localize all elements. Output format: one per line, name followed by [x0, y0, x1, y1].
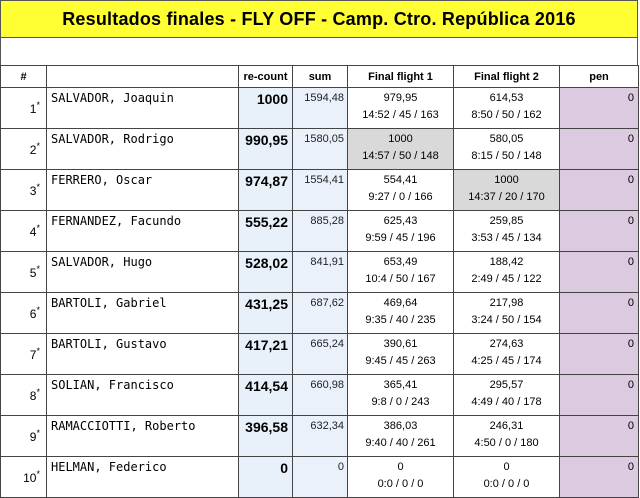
flight-1-cell	[348, 416, 454, 457]
flight-2-cell	[454, 334, 560, 375]
position-mark: *	[36, 469, 40, 479]
position-cell	[1, 457, 47, 498]
position-cell	[1, 170, 47, 211]
pilot-name: SOLIAN, Francisco	[47, 375, 239, 416]
flight-1-score: 469,64	[383, 297, 418, 309]
flight-2-detail: 2:49 / 45 / 122	[471, 273, 542, 285]
table-row	[1, 211, 639, 252]
flight-2-score: 217,98	[489, 297, 524, 309]
penalty-value: 0	[560, 170, 639, 211]
header-flight-2: Final flight 2	[454, 66, 560, 88]
table-row	[1, 293, 639, 334]
flight-2-cell	[454, 293, 560, 334]
flight-1-cell	[348, 457, 454, 498]
flight-1-score: 979,95	[383, 92, 418, 104]
sum-value: 632,34	[293, 416, 348, 457]
pilot-name: RAMACCIOTTI, Roberto	[47, 416, 239, 457]
flight-1-detail: 9:27 / 0 / 166	[368, 191, 433, 203]
header-name	[47, 66, 239, 88]
recount-value: 431,25	[239, 293, 293, 334]
table-row	[1, 416, 639, 457]
flight-1-detail: 14:57 / 50 / 148	[362, 150, 439, 162]
title-spacer	[0, 38, 638, 65]
position-number: 9	[29, 430, 37, 444]
flight-2-cell	[454, 252, 560, 293]
sum-value: 841,91	[293, 252, 348, 293]
position-number: 2	[29, 143, 37, 157]
position-mark: *	[36, 141, 40, 151]
position-cell	[1, 334, 47, 375]
flight-1-cell	[348, 334, 454, 375]
position-cell	[1, 252, 47, 293]
flight-2-detail: 4:50 / 0 / 180	[474, 437, 539, 449]
recount-value: 396,58	[239, 416, 293, 457]
header-sum: sum	[293, 66, 348, 88]
position-cell	[1, 293, 47, 334]
flight-2-score: 274,63	[489, 338, 524, 350]
position-number: 3	[29, 184, 37, 198]
position-cell	[1, 129, 47, 170]
penalty-value: 0	[560, 334, 639, 375]
recount-value: 974,87	[239, 170, 293, 211]
flight-2-score: 0	[503, 461, 510, 473]
penalty-value: 0	[560, 457, 639, 498]
position-mark: *	[36, 428, 40, 438]
flight-2-score: 1000	[494, 174, 519, 186]
penalty-value: 0	[560, 211, 639, 252]
position-number: 6	[29, 307, 37, 321]
table-row	[1, 252, 639, 293]
flight-2-score: 246,31	[489, 420, 524, 432]
flight-1-cell	[348, 375, 454, 416]
results-table	[0, 65, 639, 498]
table-row	[1, 129, 639, 170]
sum-value: 0	[293, 457, 348, 498]
flight-2-cell	[454, 211, 560, 252]
flight-2-score: 259,85	[489, 215, 524, 227]
header-flight-1: Final flight 1	[348, 66, 454, 88]
sum-value: 665,24	[293, 334, 348, 375]
position-number: 4	[29, 225, 37, 239]
position-cell	[1, 375, 47, 416]
penalty-value: 0	[560, 416, 639, 457]
position-mark: *	[36, 223, 40, 233]
header-pen: pen	[560, 66, 639, 88]
pilot-name: SALVADOR, Hugo	[47, 252, 239, 293]
penalty-value: 0	[560, 88, 639, 129]
position-number: 1	[29, 102, 37, 116]
table-row	[1, 375, 639, 416]
flight-2-cell	[454, 416, 560, 457]
penalty-value: 0	[560, 293, 639, 334]
sum-value: 1554,41	[293, 170, 348, 211]
pilot-name: BARTOLI, Gabriel	[47, 293, 239, 334]
sum-value: 687,62	[293, 293, 348, 334]
pilot-name: SALVADOR, Joaquin	[47, 88, 239, 129]
flight-2-detail: 0:0 / 0 / 0	[483, 478, 530, 490]
recount-value: 414,54	[239, 375, 293, 416]
pilot-name: FERNANDEZ, Facundo	[47, 211, 239, 252]
position-cell	[1, 211, 47, 252]
header-pos: #	[1, 66, 47, 88]
flight-1-detail: 9:35 / 40 / 235	[365, 314, 436, 326]
flight-1-score: 554,41	[383, 174, 418, 186]
header-recount: re-count	[239, 66, 293, 88]
flight-2-cell	[454, 88, 560, 129]
flight-2-detail: 14:37 / 20 / 170	[468, 191, 545, 203]
flight-2-cell	[454, 375, 560, 416]
title-bar	[0, 0, 638, 38]
flight-2-detail: 4:25 / 45 / 174	[471, 355, 542, 367]
header-row	[1, 66, 639, 88]
position-number: 7	[29, 348, 37, 362]
pilot-name: SALVADOR, Rodrigo	[47, 129, 239, 170]
position-mark: *	[36, 100, 40, 110]
pilot-name: HELMAN, Federico	[47, 457, 239, 498]
flight-1-score: 625,43	[383, 215, 418, 227]
sum-value: 1580,05	[293, 129, 348, 170]
flight-1-detail: 9:8 / 0 / 243	[371, 396, 430, 408]
flight-1-cell	[348, 170, 454, 211]
flight-1-score: 0	[397, 461, 404, 473]
flight-2-cell	[454, 170, 560, 211]
position-mark: *	[36, 264, 40, 274]
table-row	[1, 88, 639, 129]
position-mark: *	[36, 387, 40, 397]
flight-2-score: 580,05	[489, 133, 524, 145]
flight-1-detail: 14:52 / 45 / 163	[362, 109, 439, 121]
position-number: 10	[23, 471, 37, 485]
position-mark: *	[36, 305, 40, 315]
recount-value: 1000	[239, 88, 293, 129]
flight-1-detail: 10:4 / 50 / 167	[365, 273, 436, 285]
flight-2-detail: 4:49 / 40 / 178	[471, 396, 542, 408]
flight-2-detail: 3:53 / 45 / 134	[471, 232, 542, 244]
flight-1-cell	[348, 211, 454, 252]
flight-1-cell	[348, 88, 454, 129]
flight-2-detail: 8:50 / 50 / 162	[471, 109, 542, 121]
penalty-value: 0	[560, 252, 639, 293]
position-cell	[1, 416, 47, 457]
position-number: 8	[29, 389, 37, 403]
flight-2-cell	[454, 457, 560, 498]
flight-1-score: 365,41	[383, 379, 418, 391]
recount-value: 528,02	[239, 252, 293, 293]
flight-2-score: 188,42	[489, 256, 524, 268]
flight-1-detail: 9:40 / 40 / 261	[365, 437, 436, 449]
flight-1-score: 390,61	[383, 338, 418, 350]
recount-value: 990,95	[239, 129, 293, 170]
sum-value: 885,28	[293, 211, 348, 252]
flight-1-cell	[348, 252, 454, 293]
flight-1-cell	[348, 293, 454, 334]
position-mark: *	[36, 346, 40, 356]
page-title: Resultados finales - FLY OFF - Camp. Ctro. República 2016	[62, 8, 576, 29]
flight-1-detail: 9:59 / 45 / 196	[365, 232, 436, 244]
pilot-name: BARTOLI, Gustavo	[47, 334, 239, 375]
recount-value: 555,22	[239, 211, 293, 252]
sum-value: 1594,48	[293, 88, 348, 129]
table-row	[1, 457, 639, 498]
flight-2-detail: 8:15 / 50 / 148	[471, 150, 542, 162]
position-cell	[1, 88, 47, 129]
flight-1-cell	[348, 129, 454, 170]
flight-1-score: 386,03	[383, 420, 418, 432]
recount-value: 0	[239, 457, 293, 498]
table-row	[1, 334, 639, 375]
flight-2-detail: 3:24 / 50 / 154	[471, 314, 542, 326]
flight-2-score: 295,57	[489, 379, 524, 391]
sum-value: 660,98	[293, 375, 348, 416]
flight-2-score: 614,53	[489, 92, 524, 104]
flight-2-cell	[454, 129, 560, 170]
flight-1-detail: 9:45 / 45 / 263	[365, 355, 436, 367]
flight-1-score: 1000	[388, 133, 413, 145]
recount-value: 417,21	[239, 334, 293, 375]
position-number: 5	[29, 266, 37, 280]
pilot-name: FERRERO, Oscar	[47, 170, 239, 211]
flight-1-score: 653,49	[383, 256, 418, 268]
position-mark: *	[36, 182, 40, 192]
penalty-value: 0	[560, 375, 639, 416]
table-row	[1, 170, 639, 211]
flight-1-detail: 0:0 / 0 / 0	[377, 478, 424, 490]
penalty-value: 0	[560, 129, 639, 170]
